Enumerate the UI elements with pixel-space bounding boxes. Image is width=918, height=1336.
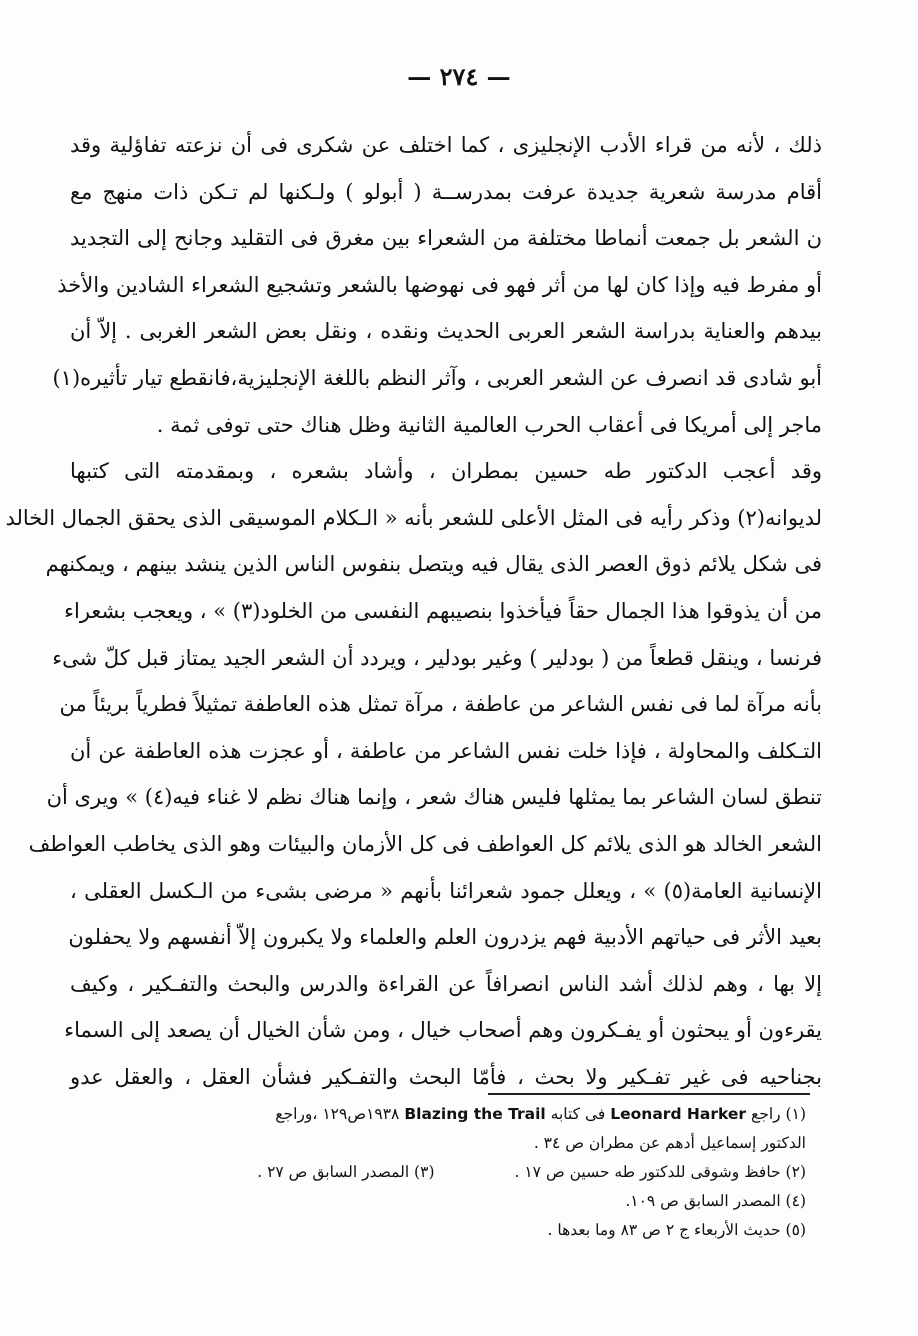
footnote-4: (٤) المصدر السابق ص ١٠٩. xyxy=(625,1192,806,1210)
footnote-spacer xyxy=(435,1158,515,1187)
text-line: الإنسانية العامة(٥) » ، ويعلل جمود شعرائنا بأنهم « مرضى بشىء من الـكسل العقلى ، xyxy=(70,878,822,903)
footnote-row-2-3 xyxy=(90,1158,806,1187)
footnote-1-suffix: ١٩٣٨ص١٢٩ ،وراجع xyxy=(275,1105,400,1123)
text-line: وقد أعجب الدكتور طه حسين بمطران ، وأشاد بشعره ، وبمقدمته التى كتبها xyxy=(70,459,822,484)
footnote-1-prefix: (١) راجع xyxy=(751,1105,806,1123)
text-line: فرنسا ، وينقل قطعاً من ( بودلير ) وغير بودلير ، ويردد أن الشعر الجيد يمتاز قبل كلّ شىء xyxy=(52,645,822,670)
text-line: إلا بها ، وهم لذلك أشد الناس انصرافاً عن القراءة والدرس والبحث والتفـكير ، وكيف xyxy=(70,971,822,996)
text-line: لديوانه(٢) وذكر رأيه فى المثل الأعلى للشعر بأنه « الـكلام الموسيقى الذى يحقق الجمال الخالد xyxy=(5,505,822,530)
text-line: فى شكل يلائم ذوق العصر الذى يقال فيه ويتصل بنفوس الناس الذين ينشد بينهم ، ويمكنهم xyxy=(45,552,822,577)
text-line: تنطق لسان الشاعر بما يمثلها فليس هناك شعر ، وإنما هناك نظم لا غناء فيه(٤) » ويرى أن xyxy=(46,785,822,810)
text-line: الشعر الخالد هو الذى يلائم كل العواطف فى كل الأزمان والبيئات وهو الذى يخاطب العواطف xyxy=(28,831,822,856)
text-line: أو مفرط فيه وإذا كان لها من أثر فهو فى نهوضها بالشعر وتشجيع الشعراء الشادين والأخذ xyxy=(57,272,822,297)
text-line: بيدهم والعناية بدراسة الشعر العربى الحديث ونقده ، ونقل بعض الشعر الغربى . إلاّ أن xyxy=(70,319,822,344)
footnotes xyxy=(90,1100,806,1245)
footnote-2: (٢) حافظ وشوقى للدكتور طه حسين ص ١٧ . xyxy=(514,1163,806,1181)
text-line: ن الشعر بل جمعت أنماطا مختلفة من الشعراء بين مغرق فى التقليد وجانح إلى التجديد xyxy=(70,226,822,251)
footnote-5: (٥) حديث الأربعاء ج ٢ ص ٨٣ وما بعدها . xyxy=(547,1221,806,1239)
text-line: التـكلف والمحاولة ، فإذا خلت نفس الشاعر من عاطفة ، أو عجزت هذه العاطفة عن أن xyxy=(70,738,822,763)
text-line: يقرءون أو يبحثون أو يفـكرون وهم أصحاب خيال ، ومن شأن الخيال أن يصعد إلى السماء xyxy=(64,1018,822,1043)
footnote-1-mid: فى كتابه xyxy=(550,1105,606,1123)
page-number: — ٢٧٤ — xyxy=(407,62,511,91)
text-line: أبو شادى قد انصرف عن الشعر العربى ، وآثر النظم باللغة الإنجليزية،فانقطع تيار تأثيره(١) xyxy=(52,365,822,390)
body-text xyxy=(5,122,822,1100)
footnote-1-author: Leonard Harker xyxy=(610,1105,747,1123)
text-line: بعيد الأثر فى حياتهم الأدبية فهم يزدرون العلم والعلماء ولا يكبرون إلاّ أنفسهم ولا يحفلون xyxy=(68,925,822,950)
text-line: أقام مدرسة شعرية جديدة عرفت بمدرســة ( أبولو ) ولـكنها لم تـكن ذات منهج مع xyxy=(70,179,822,204)
text-line: ذلك ، لأنه من قراء الأدب الإنجليزى ، كما اختلف عن شكرى فى أن نزعته تفاؤلية وقد xyxy=(70,133,822,157)
footnote-3: (٣) المصدر السابق ص ٢٧ . xyxy=(257,1163,435,1181)
text-line: من أن يذوقوا هذا الجمال حقاً فيأخذوا بنصيبهم النفسى من الخلود(٣) » ، ويعجب بشعراء xyxy=(64,598,822,623)
footnote-1 xyxy=(90,1100,806,1129)
text-line: بأنه مرآة لما فى نفس الشاعر من عاطفة ، مرآة تمثل هذه العاطفة تمثيلاً فطرياً بريئاً من xyxy=(59,692,822,717)
footnote-1-book-title: Blazing the Trail xyxy=(404,1105,546,1123)
text-line: بجناحيه فى غير تفـكير ولا بحث ، فأمّا البحث والتفـكير فشأن العقل ، والعقل عدو xyxy=(70,1064,822,1089)
paragraph-end-line: ماجر إلى أمريكا فى أعقاب الحرب العالمية الثانية وظل هناك حتى توفى ثمة . xyxy=(156,412,822,437)
footnote-divider xyxy=(488,1093,810,1095)
footnote-1-continuation: الدكتور إسماعيل أدهم عن مطران ص ٣٤ . xyxy=(533,1134,806,1152)
